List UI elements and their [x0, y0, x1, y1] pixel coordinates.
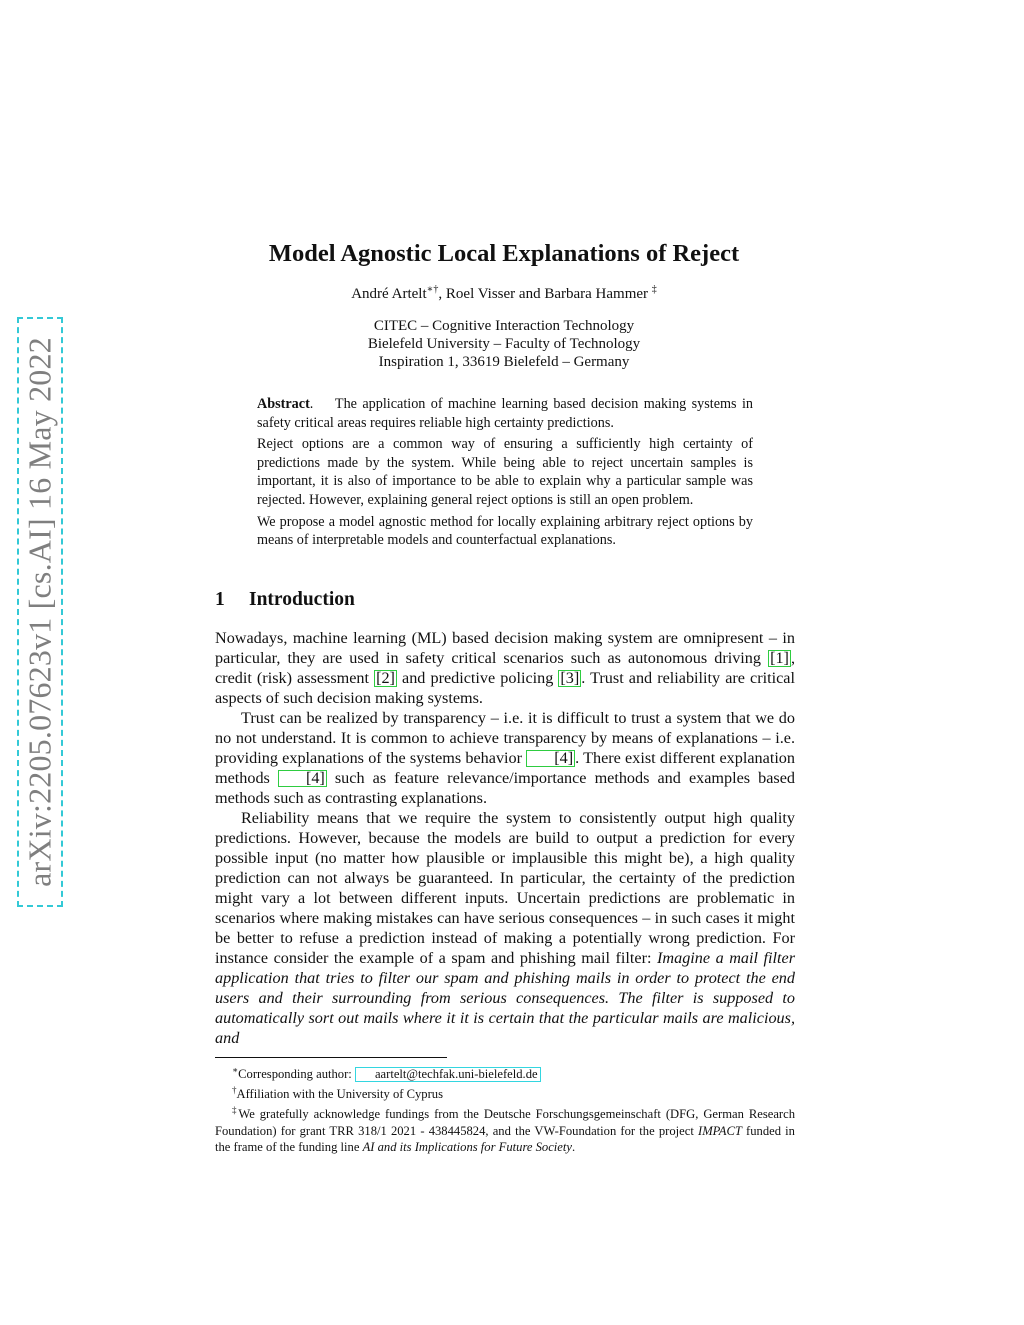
author-names-rest: , Roel Visser and Barbara Hammer	[438, 286, 652, 302]
body-text	[215, 628, 795, 1048]
italic-example: Imagine a mail filter application that tries to filter our spam and phishing mails in order to protect the end users and their surrounding from serious consequences. The filter is supposed to automatically sort out mails where it it is certain that the particular mails are malicious, and	[215, 949, 795, 1047]
body-paragraph: Reliability means that we require the system to consistently output high quality predictions. However, because the models are build to output a prediction for every possible input (no matter how plausible or implausible this might be), a high quality prediction can not always be guaranteed. In particular, the certainty of the prediction might vary a lot between different inputs. Uncertain predictions are problematic in scenarios where making mistakes can have serious consequences – in such cases it might be better to refuse a prediction instead of making a potentially wrong prediction. For instance consider the example of a spam and phishing mail filter: Imagine a mail filter application that tries to filter our spam and phishing mails in order to protect the end users and their surrounding from serious consequences. The filter is supposed to automatically sort out mails where it it is certain that the particular mails are malicious, and	[215, 809, 795, 1047]
section-number: 1	[215, 589, 225, 610]
abstract: Abstract. The application of machine learning based decision making systems in safety critical areas requires reliable high certainty predictions. Reject options are a common way of ensuring a sufficiently high certainty of predictions made by the system. While being able to reject uncertain samples is important, it is also of importance to be able to explain why a particular sample was rejected. However, explaining general reject options is still an open problem. We propose a model agnostic method for locally explaining arbitrary reject options by means of interpretable models and counterfactual explanations.	[257, 396, 754, 549]
footnote: ∗Corresponding author: aartelt@techfak.uni-bielefeld.de	[215, 1062, 795, 1082]
citation-link[interactable]: [4]	[278, 770, 327, 787]
abstract-paragraph: The application of machine learning based decision making systems in safety critical areas requires reliable high certainty predictions.	[257, 396, 754, 431]
affiliation-line: Bielefeld University – Faculty of Technology	[367, 336, 641, 352]
body-paragraph: Nowadays, machine learning (ML) based decision making system are omnipresent – in particular, they are used in safety critical scenarios such as autonomous driving [1] , credit (risk) assessment [2] and predictive policing [3] . Trust and reliability are critical aspects of such decision making systems.	[215, 629, 795, 707]
citation-link[interactable]: [2]	[376, 669, 395, 687]
body-paragraph: Trust can be realized by transparency – i.e. it is difficult to trust a system that we do no not understand. It is common to achieve transparency by means of explanations – i.e. providing explanations of the systems behavior [4] . There exist different explanation methods [4] such as feature relevance/importance methods and examples based methods such as contrasting explanations.	[215, 709, 796, 807]
abstract-paragraph: We propose a model agnostic method for locally explaining arbitrary reject options by means of interpretable models and counterfactual explanations.	[257, 513, 753, 549]
section-title: Introduction	[249, 589, 355, 610]
author-list	[0, 284, 1008, 303]
paper-title: Model Agnostic Local Explanations of Reject	[268, 240, 740, 267]
citation-link[interactable]: [1]	[770, 649, 789, 667]
affiliation-line: Inspiration 1, 33619 Bielefeld – Germany	[378, 354, 630, 370]
footnote: †Affiliation with the University of Cyprus	[232, 1085, 443, 1102]
abstract-label: Abstract	[257, 396, 310, 412]
author-mark: ∗†	[426, 284, 439, 295]
author-mark: ‡	[651, 284, 657, 295]
citation-link[interactable]: [4]	[526, 750, 575, 767]
citation-link[interactable]: [3]	[560, 669, 580, 687]
email-link[interactable]: aartelt@techfak.uni-bielefeld.de	[355, 1067, 541, 1082]
arxiv-identifier: arXiv:2205.07623v1 [cs.AI] 16 May 2022	[21, 337, 58, 887]
section-heading	[215, 589, 355, 611]
footnote: ‡We gratefully acknowledge fundings from the Deutsche Forschungsgemeinschaft (DFG, German Research Foundation) for grant TRR 318/1 2021 - 438445824, and the VW-Foundation for the project IMPACT funded in the frame of the funding line AI and its Implications for Future Society.	[215, 1105, 795, 1154]
arxiv-stamp	[17, 317, 63, 907]
footnotes	[215, 1062, 795, 1155]
author-name: André Artelt	[351, 286, 427, 302]
abstract-paragraph: Reject options are a common way of ensuring a sufficiently high certainty of predictions made by the system. While being able to reject uncertain samples is important, it is also of importance to be able to explain why a particular sample was rejected. However, explaining general reject options is still an open problem.	[257, 436, 753, 508]
footnote-divider	[215, 1057, 447, 1058]
affiliation-line: CITEC – Cognitive Interaction Technology	[373, 318, 635, 334]
